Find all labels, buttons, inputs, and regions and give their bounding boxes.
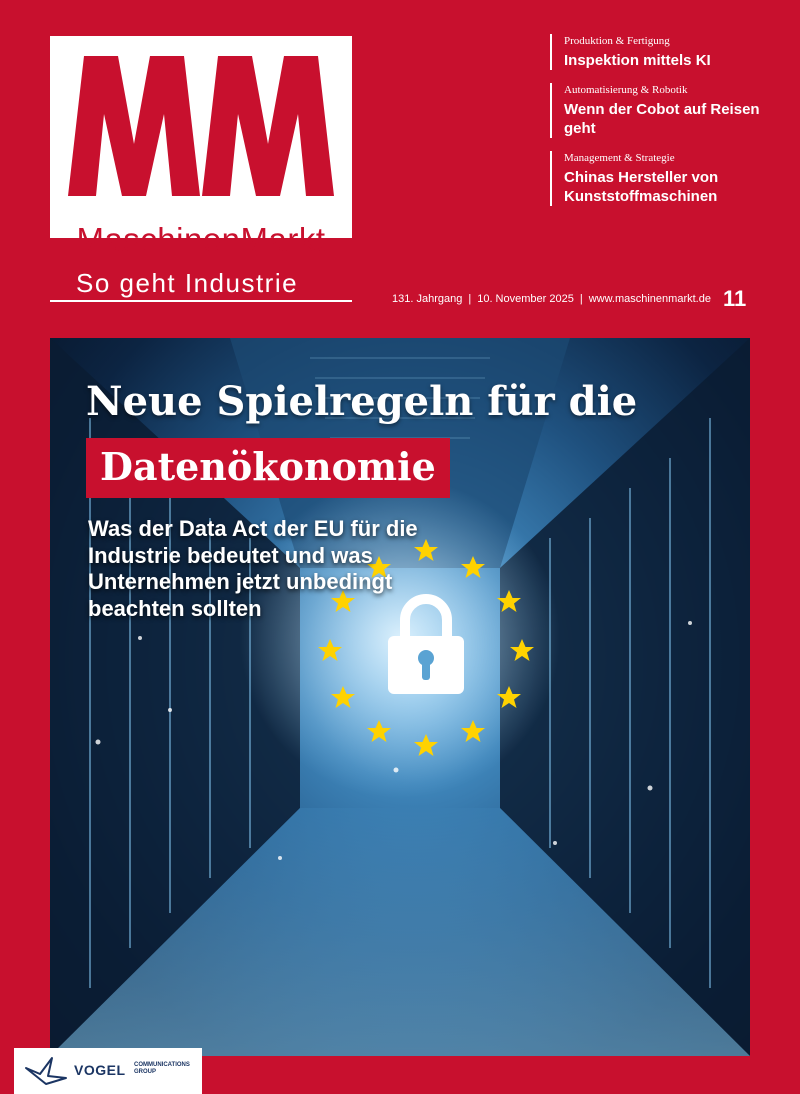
cover-subline: Was der Data Act der EU für die Industrie bedeutet und was Unternehmen jetzt unbedingt beachten sollten [88, 516, 418, 621]
separator: | [579, 293, 583, 305]
issue-volume: 131. Jahrgang [392, 293, 463, 305]
cover-image [50, 338, 750, 1056]
mm-logo-mark [68, 56, 334, 196]
issue-date: 10. November 2025 [477, 293, 574, 305]
issue-info [392, 286, 746, 312]
toc-item[interactable] [550, 34, 790, 70]
masthead-logo [50, 36, 352, 258]
toc-category: Automatisierung & Robotik [564, 84, 688, 96]
toc-title: Wenn der Cobot auf Reisen geht [564, 101, 760, 137]
toc-category: Management & Strategie [564, 152, 675, 164]
toc-title: Inspektion mittels KI [564, 52, 711, 69]
toc-title: Chinas Hersteller von Kunststoffmaschinen [564, 169, 719, 205]
publisher-subname-line2: GROUP [134, 1069, 157, 1075]
publisher-name: VOGEL [74, 1062, 126, 1078]
toc-item[interactable] [550, 83, 790, 138]
tagline: So geht Industrie [76, 268, 299, 298]
bird-icon [24, 1054, 68, 1088]
toc-category: Produktion & Fertigung [564, 35, 670, 47]
toc-item[interactable] [550, 151, 790, 206]
separator: | [468, 293, 472, 305]
publisher-subname [134, 1062, 190, 1076]
cover-headline-highlight: Datenökonomie [86, 438, 450, 498]
cover-headline: Neue Spielregeln für die [86, 378, 638, 425]
brand-name: MaschinenMarkt [76, 221, 326, 258]
table-of-contents [550, 34, 790, 219]
publisher-logo [14, 1048, 202, 1094]
publisher-subname-line1: COMMUNICATIONS [134, 1062, 190, 1068]
tagline-rule [50, 300, 352, 302]
issue-number: 11 [722, 286, 747, 311]
website-link[interactable]: www.maschinenmarkt.de [588, 293, 711, 305]
